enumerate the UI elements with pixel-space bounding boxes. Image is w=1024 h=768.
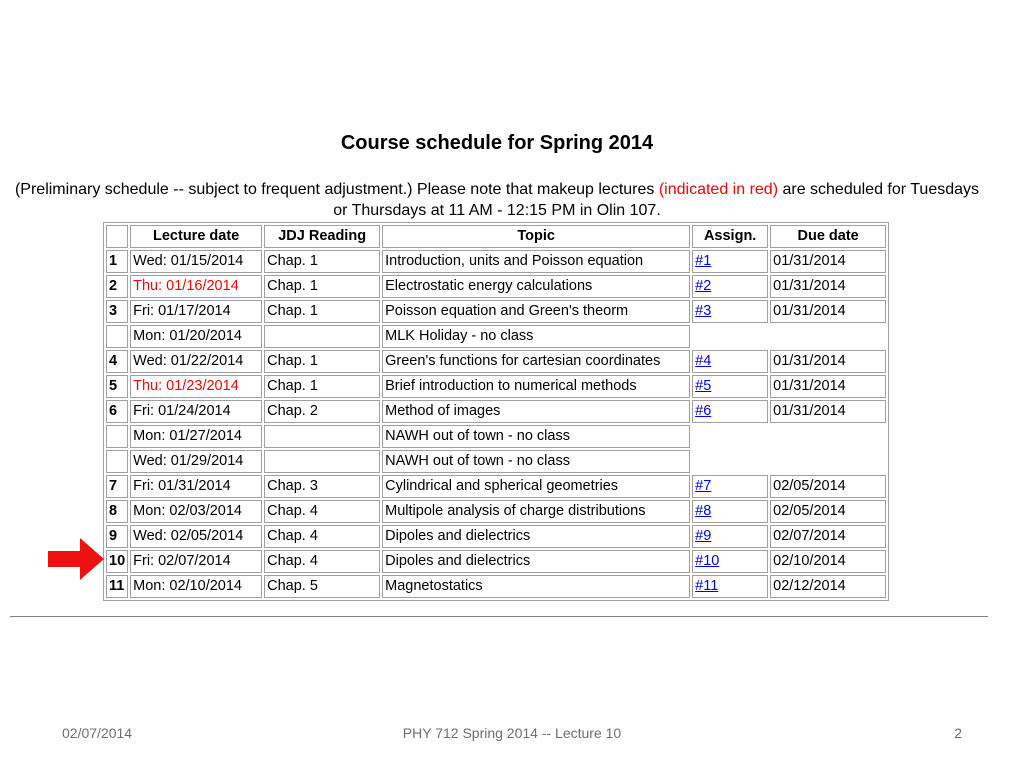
header-due-date: Due date bbox=[770, 225, 886, 248]
arrow-shape bbox=[48, 538, 104, 580]
assignment-link[interactable]: #4 bbox=[695, 353, 712, 369]
due-date: 02/07/2014 bbox=[770, 525, 886, 548]
topic: Brief introduction to numerical methods bbox=[382, 375, 690, 398]
assignment-cell bbox=[692, 350, 768, 373]
lecture-date: Thu: 01/16/2014 bbox=[130, 275, 262, 298]
table-row bbox=[106, 300, 886, 323]
reading: Chap. 1 bbox=[264, 375, 380, 398]
assignment-link[interactable]: #8 bbox=[695, 503, 712, 519]
reading: Chap. 4 bbox=[264, 550, 380, 573]
reading: Chap. 3 bbox=[264, 475, 380, 498]
footer-date: 02/07/2014 bbox=[62, 725, 133, 741]
assignment-link[interactable]: #6 bbox=[695, 403, 712, 419]
due-date: 01/31/2014 bbox=[770, 275, 886, 298]
assignment-cell bbox=[692, 575, 768, 598]
assignment-cell bbox=[692, 425, 768, 448]
assignment-link[interactable]: #9 bbox=[695, 528, 712, 544]
assignment-cell bbox=[692, 400, 768, 423]
lecture-date: Fri: 01/31/2014 bbox=[130, 475, 262, 498]
topic: Multipole analysis of charge distributions bbox=[382, 500, 690, 523]
due-date bbox=[770, 325, 886, 348]
schedule-note bbox=[10, 179, 984, 221]
row-number: 5 bbox=[106, 375, 128, 398]
lecture-date: Thu: 01/23/2014 bbox=[130, 375, 262, 398]
header-lecture-date: Lecture date bbox=[130, 225, 262, 248]
header-number bbox=[106, 225, 128, 248]
topic: Poisson equation and Green's theorm bbox=[382, 300, 690, 323]
lecture-date: Fri: 02/07/2014 bbox=[130, 550, 262, 573]
assignment-cell bbox=[692, 525, 768, 548]
lecture-date: Mon: 01/20/2014 bbox=[130, 325, 262, 348]
due-date: 01/31/2014 bbox=[770, 250, 886, 273]
reading: Chap. 1 bbox=[264, 250, 380, 273]
due-date: 02/05/2014 bbox=[770, 500, 886, 523]
header-reading: JDJ Reading bbox=[264, 225, 380, 248]
row-number: 1 bbox=[106, 250, 128, 273]
table-row bbox=[106, 325, 886, 348]
row-number: 6 bbox=[106, 400, 128, 423]
assignment-link[interactable]: #11 bbox=[695, 578, 719, 594]
reading bbox=[264, 325, 380, 348]
assignment-cell bbox=[692, 300, 768, 323]
row-number: 2 bbox=[106, 275, 128, 298]
lecture-date: Wed: 02/05/2014 bbox=[130, 525, 262, 548]
table-row bbox=[106, 475, 886, 498]
reading: Chap. 5 bbox=[264, 575, 380, 598]
row-number: 10 bbox=[106, 550, 128, 573]
lecture-date: Wed: 01/15/2014 bbox=[130, 250, 262, 273]
assignment-link[interactable]: #2 bbox=[695, 278, 712, 294]
assignment-cell bbox=[692, 450, 768, 473]
lecture-date: Wed: 01/29/2014 bbox=[130, 450, 262, 473]
table-row bbox=[106, 350, 886, 373]
footer-page-number: 2 bbox=[954, 725, 962, 741]
lecture-date: Wed: 01/22/2014 bbox=[130, 350, 262, 373]
topic: Dipoles and dielectrics bbox=[382, 550, 690, 573]
arrow-right-icon bbox=[48, 538, 104, 580]
note-red-text: (indicated in red) bbox=[658, 181, 779, 198]
row-number: 11 bbox=[106, 575, 128, 598]
table-row bbox=[106, 575, 886, 598]
assignment-cell bbox=[692, 275, 768, 298]
due-date: 01/31/2014 bbox=[770, 375, 886, 398]
assignment-link[interactable]: #5 bbox=[695, 378, 712, 394]
topic: Introduction, units and Poisson equation bbox=[382, 250, 690, 273]
reading: Chap. 4 bbox=[264, 500, 380, 523]
lecture-date: Fri: 01/17/2014 bbox=[130, 300, 262, 323]
topic: NAWH out of town - no class bbox=[382, 425, 690, 448]
lecture-date: Mon: 02/03/2014 bbox=[130, 500, 262, 523]
row-number: 9 bbox=[106, 525, 128, 548]
row-number bbox=[106, 450, 128, 473]
due-date bbox=[770, 450, 886, 473]
assignment-cell bbox=[692, 550, 768, 573]
table-row bbox=[106, 450, 886, 473]
reading: Chap. 1 bbox=[264, 275, 380, 298]
assignment-cell bbox=[692, 475, 768, 498]
table-row bbox=[106, 400, 886, 423]
assignment-link[interactable]: #1 bbox=[695, 253, 712, 269]
topic: Electrostatic energy calculations bbox=[382, 275, 690, 298]
row-number bbox=[106, 425, 128, 448]
header-topic: Topic bbox=[382, 225, 690, 248]
assignment-cell bbox=[692, 500, 768, 523]
schedule-table bbox=[103, 222, 889, 601]
reading: Chap. 2 bbox=[264, 400, 380, 423]
reading: Chap. 1 bbox=[264, 300, 380, 323]
assignment-cell bbox=[692, 250, 768, 273]
schedule-body bbox=[106, 250, 886, 598]
due-date bbox=[770, 425, 886, 448]
due-date: 01/31/2014 bbox=[770, 300, 886, 323]
reading bbox=[264, 450, 380, 473]
lecture-date: Mon: 02/10/2014 bbox=[130, 575, 262, 598]
topic: Method of images bbox=[382, 400, 690, 423]
row-number: 4 bbox=[106, 350, 128, 373]
assignment-cell bbox=[692, 375, 768, 398]
table-row bbox=[106, 250, 886, 273]
topic: Magnetostatics bbox=[382, 575, 690, 598]
table-row bbox=[106, 275, 886, 298]
due-date: 02/05/2014 bbox=[770, 475, 886, 498]
due-date: 01/31/2014 bbox=[770, 400, 886, 423]
lecture-date: Mon: 01/27/2014 bbox=[130, 425, 262, 448]
topic: MLK Holiday - no class bbox=[382, 325, 690, 348]
topic: NAWH out of town - no class bbox=[382, 450, 690, 473]
due-date: 01/31/2014 bbox=[770, 350, 886, 373]
assignment-link[interactable]: #10 bbox=[695, 553, 720, 569]
table-row bbox=[106, 375, 886, 398]
row-number: 3 bbox=[106, 300, 128, 323]
topic: Green's functions for cartesian coordinates bbox=[382, 350, 690, 373]
table-row bbox=[106, 425, 886, 448]
note-text-2: are scheduled for Tuesdays or Thursdays at 11 AM - 12:15 PM in Olin 107. bbox=[333, 181, 980, 219]
assignment-link[interactable]: #7 bbox=[695, 478, 712, 494]
assignment-link[interactable]: #3 bbox=[695, 303, 712, 319]
assignment-cell bbox=[692, 325, 768, 348]
reading: Chap. 4 bbox=[264, 525, 380, 548]
footer-divider bbox=[10, 616, 988, 617]
slide-title: Course schedule for Spring 2014 bbox=[340, 132, 654, 154]
header-assign: Assign. bbox=[692, 225, 768, 248]
topic: Cylindrical and spherical geometries bbox=[382, 475, 690, 498]
row-number: 7 bbox=[106, 475, 128, 498]
due-date: 02/12/2014 bbox=[770, 575, 886, 598]
reading: Chap. 1 bbox=[264, 350, 380, 373]
table-row bbox=[106, 500, 886, 523]
note-text-1: (Preliminary schedule -- subject to frequent adjustment.) Please note that makeup lectures bbox=[14, 181, 659, 198]
reading bbox=[264, 425, 380, 448]
table-row bbox=[106, 525, 886, 548]
lecture-date: Fri: 01/24/2014 bbox=[130, 400, 262, 423]
due-date: 02/10/2014 bbox=[770, 550, 886, 573]
table-header-row bbox=[106, 225, 886, 248]
table-row bbox=[106, 550, 886, 573]
row-number: 8 bbox=[106, 500, 128, 523]
row-number bbox=[106, 325, 128, 348]
footer-course: PHY 712 Spring 2014 -- Lecture 10 bbox=[402, 725, 622, 741]
topic: Dipoles and dielectrics bbox=[382, 525, 690, 548]
